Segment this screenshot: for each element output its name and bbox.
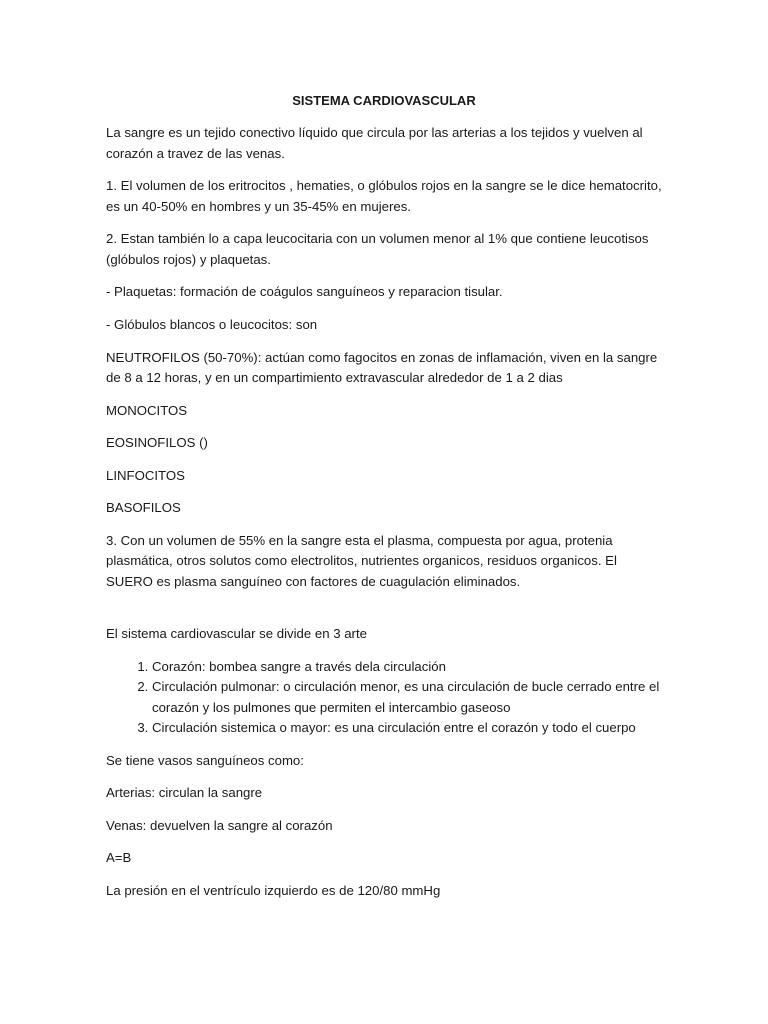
list-item: 1. Corazón: bombea sangre a través dela circulación	[152, 657, 662, 677]
paragraph-basofilos: BASOFILOS	[106, 500, 181, 516]
parts-list	[106, 657, 662, 739]
document-page	[106, 91, 662, 914]
paragraph-intro: La sangre es un tejido conectivo líquido que circula por las arterias a los tejidos y vuelven al corazón a travez de las venas.	[106, 125, 643, 161]
paragraph-presion: La presión en el ventrículo izquierdo es de 120/80 mmHg	[106, 882, 441, 898]
paragraph-linfocitos: LINFOCITOS	[106, 467, 185, 483]
blank-line	[106, 604, 662, 624]
list-item: 3. Circulación sistemica o mayor: es una circulación entre el corazón y todo el cuerpo	[152, 718, 662, 738]
paragraph-globulos-blancos: - Glóbulos blancos o leucocitos: son	[106, 317, 318, 332]
paragraph-vasos: Se tiene vasos sanguíneos como:	[106, 752, 304, 768]
paragraph-neutrofilos: NEUTROFILOS (50-70%): actúan como fagocitos en zonas de inflamación, viven en la sangre de 8 a 12 horas, y en un compartimiento extravascular alrededor de 1 a 2 dias	[106, 349, 658, 385]
document-title: SISTEMA CARDIOVASCULAR	[292, 93, 476, 108]
paragraph-eosinofilos: EOSINOFILOS ()	[106, 435, 208, 451]
paragraph-arterias: Arterias: circulan la sangre	[106, 785, 263, 801]
list-item: 2. Circulación pulmonar: o circulación menor, es una circulación de bucle cerrado entre el corazón y los pulmones que permiten el intercambio gaseoso	[152, 677, 662, 718]
paragraph-venas: Venas: devuelven la sangre al corazón	[106, 817, 333, 833]
paragraph-plasma: 3. Con un volumen de 55% en la sangre esta el plasma, compuesta por agua, protenia plasmática, otros solutos como electrolitos, nutrientes organicos, residuos organicos. El SUERO es plasma sanguíneo con factores de cuagulación eliminados.	[106, 532, 617, 589]
paragraph-plaquetas: - Plaquetas: formación de coágulos sanguíneos y reparacion tisular.	[106, 284, 503, 300]
paragraph-capa-leucocitaria: 2. Estan también lo a capa leucocitaria con un volumen menor al 1% que contiene leucotisos (glóbulos rojos) y plaquetas.	[106, 231, 649, 267]
paragraph-monocitos: MONOCITOS	[106, 402, 188, 418]
paragraph-hematocrito: 1. El volumen de los eritrocitos , hematies, o glóbulos rojos en la sangre se le dice hematocrito, es un 40-50% en hombres y un 35-45% en mujeres.	[106, 178, 662, 214]
paragraph-equation: A=B	[106, 850, 132, 866]
paragraph-division-intro: El sistema cardiovascular se divide en 3 arte	[106, 626, 367, 642]
